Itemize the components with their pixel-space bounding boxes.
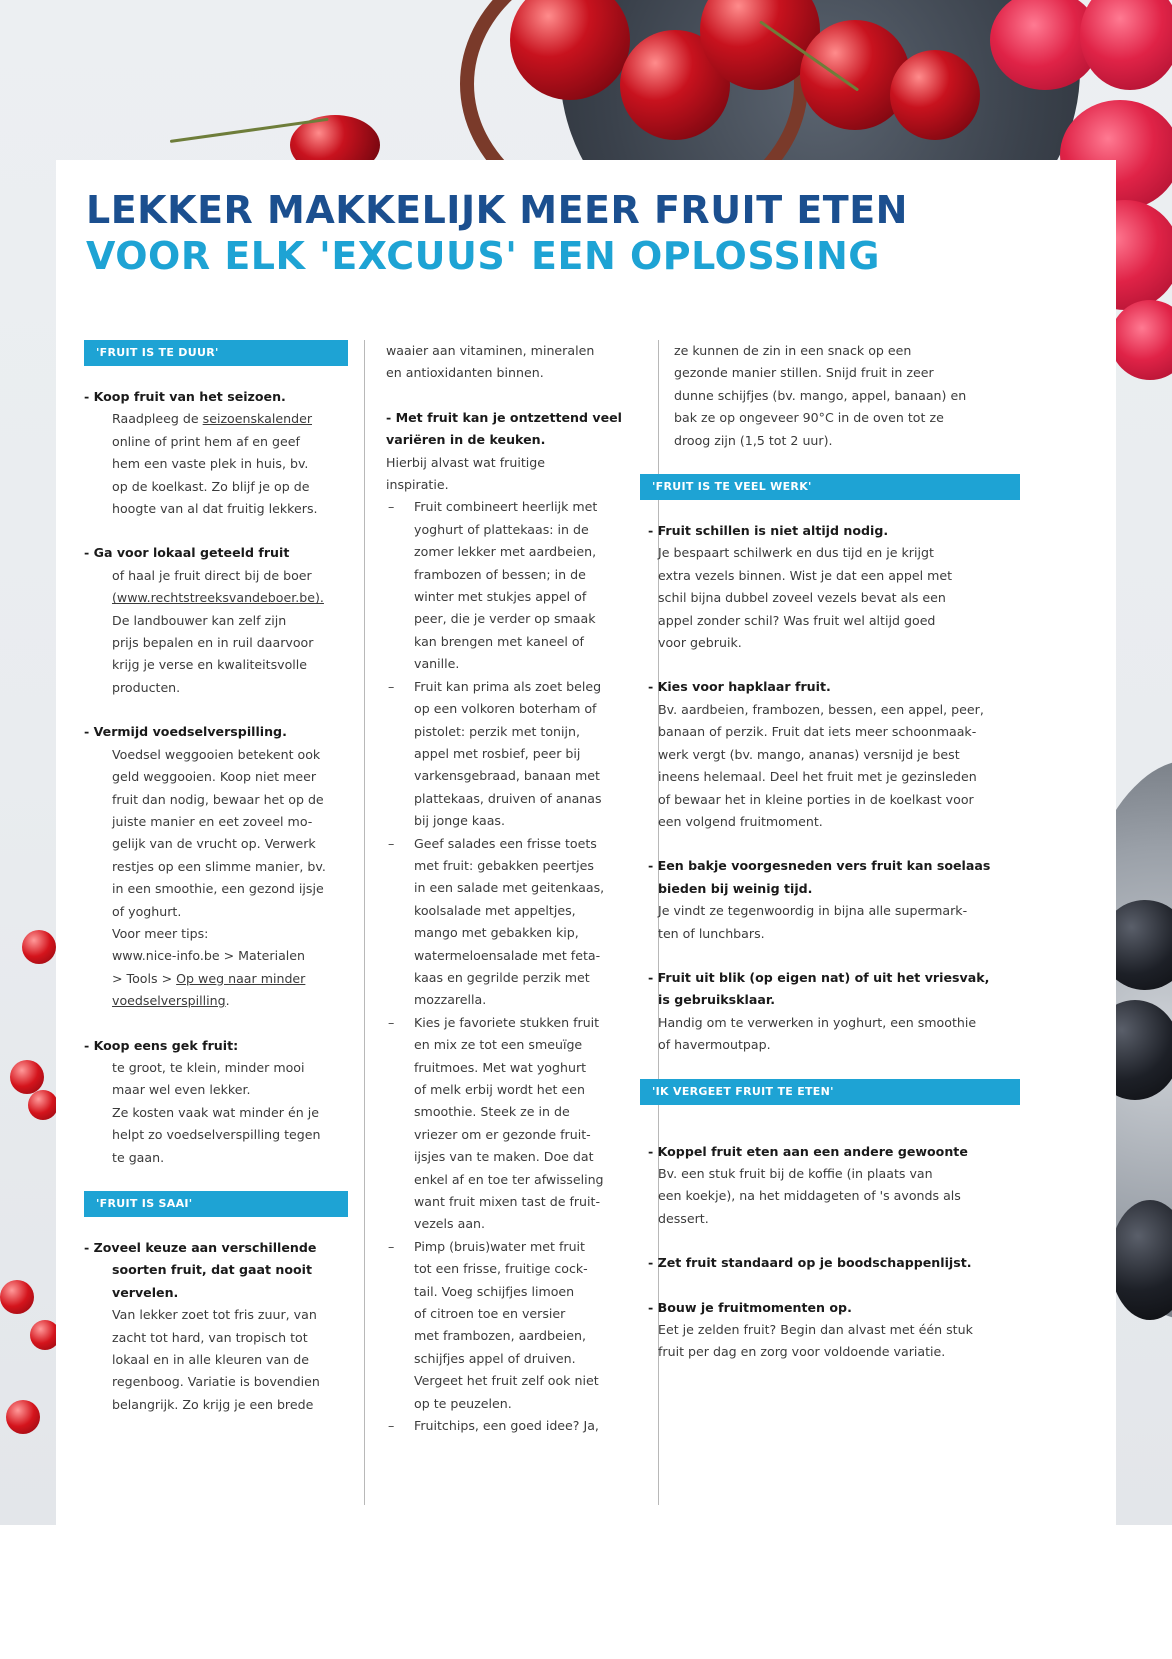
tip-heading: variëren in de keuken. — [386, 432, 546, 448]
inspiration-item-line: winter met stukjes appel of — [414, 589, 587, 605]
inspiration-item-line: watermeloensalade met feta- — [414, 947, 601, 963]
tip-text: banaan of perzik. Fruit dat iets meer schoonmaak- — [658, 724, 977, 740]
tip-text: gezonde manier stillen. Snijd fruit in zeer — [674, 365, 934, 381]
column-divider — [364, 340, 365, 1505]
tip-text: in een smoothie, een gezond ijsje — [112, 881, 324, 897]
inspiration-item-line: plattekaas, druiven of ananas — [414, 790, 602, 806]
tip-text: restjes op een slimme manier, bv. — [112, 858, 326, 874]
tip-heading: - Ga voor lokaal geteeld fruit — [84, 545, 290, 561]
tip-text: krijg je verse en kwaliteitsvolle — [112, 657, 308, 673]
tip-text: waaier aan vitaminen, mineralen — [386, 343, 595, 358]
inspiration-item-line: enkel af en toe ter afwisseling — [414, 1171, 604, 1187]
inspiration-item-line: kan brengen met kaneel of — [414, 633, 584, 649]
tip-text: Je vindt ze tegenwoordig in bijna alle supermark- — [658, 903, 968, 919]
tip-text: een koekje), na het middageten of 's avonds als — [658, 1188, 961, 1204]
inspiration-item-line: – Pimp (bruis)water met fruit — [386, 1236, 644, 1258]
tip-text: Raadpleeg de — [112, 411, 203, 427]
inspiration-item-line: vriezer om er gezonde fruit- — [414, 1126, 591, 1142]
inspiration-item-line: fruitmoes. Met wat yoghurt — [414, 1059, 587, 1075]
tip-text: een volgend fruitmoment. — [658, 813, 823, 829]
tip-text: producten. — [112, 679, 181, 695]
inspiration-item-line: bij jonge kaas. — [414, 813, 505, 829]
column-3 — [648, 340, 1074, 1364]
tip-text: ze kunnen de zin in een snack op een — [674, 343, 912, 358]
inspiration-item-line: peer, die je verder op smaak — [414, 611, 596, 627]
inspiration-item-line: in een salade met geitenkaas, — [414, 880, 605, 896]
inspiration-item-line: koolsalade met appeltjes, — [414, 902, 576, 918]
tip-text: Ze kosten vaak wat minder én je — [112, 1104, 319, 1120]
tip-heading: is gebruiksklaar. — [658, 992, 776, 1008]
tip-text: geld weggooien. Koop niet meer — [112, 769, 317, 785]
raspberry — [1110, 300, 1172, 380]
tip-text: Van lekker zoet tot fris zuur, van — [112, 1307, 317, 1323]
tip-text: werk vergt (bv. mango, ananas) versnijd je best — [658, 746, 960, 762]
tip-text: prijs bepalen en in ruil daarvoor — [112, 635, 314, 651]
tip-text: extra vezels binnen. Wist je dat een appel met — [658, 567, 953, 583]
inspiration-item-line: Vergeet het fruit zelf ook niet — [414, 1373, 599, 1389]
tip-text: www.nice-info.be > Materialen — [112, 948, 306, 964]
tip-text: te gaan. — [112, 1149, 165, 1165]
inspiration-item-line: – Kies je favoriete stukken fruit — [386, 1012, 644, 1034]
inspiration-item-line: op een volkoren boterham of — [414, 701, 597, 717]
tip-heading: - Vermijd voedselverspilling. — [84, 724, 287, 740]
inspiration-item-line: schijfjes appel of druiven. — [414, 1350, 576, 1366]
inspiration-item-line: frambozen of bessen; in de — [414, 566, 586, 582]
tip-text: Hierbij alvast wat fruitige — [386, 454, 546, 470]
tip-text: De landbouwer kan zelf zijn — [112, 612, 287, 628]
column-2 — [386, 340, 644, 1438]
tip-text: Voedsel weggooien betekent ook — [112, 746, 321, 762]
inspiration-item-line: of citroen toe en versier — [414, 1306, 566, 1322]
tip-text: of bewaar het in kleine porties in de koelkast voor — [658, 791, 974, 807]
tip-heading: vervelen. — [112, 1284, 179, 1300]
tip-text: schil bijna dubbel zoveel vezels bevat als een — [658, 590, 946, 606]
tip-text: Je bespaart schilwerk en dus tijd en je krijgt — [658, 545, 934, 561]
cherry — [890, 50, 980, 140]
section-banner-fruit-is-saai: 'FRUIT IS SAAI' — [84, 1191, 348, 1217]
voedselverspilling-link[interactable]: voedselverspilling — [112, 993, 226, 1009]
redcurrant — [10, 1060, 44, 1094]
tip-text: appel zonder schil? Was fruit wel altijd goed — [658, 612, 936, 628]
inspiration-item-line: met frambozen, aardbeien, — [414, 1328, 586, 1344]
inspiration-item-line: op te peuzelen. — [414, 1395, 512, 1411]
inspiration-item-line: ijsjes van te maken. Doe dat — [414, 1149, 594, 1165]
tip-text: regenboog. Variatie is bovendien — [112, 1374, 320, 1390]
tip-text: droog zijn (1,5 tot 2 uur). — [674, 432, 833, 448]
inspiration-item-line: of melk erbij wordt het een — [414, 1082, 585, 1097]
inspiration-item-line: – Fruit kan prima als zoet beleg — [386, 676, 644, 698]
tip-text: voor gebruik. — [658, 635, 742, 651]
tip-text: fruit dan nodig, bewaar het op de — [112, 791, 324, 807]
raspberry — [1080, 0, 1172, 90]
redcurrant — [6, 1400, 40, 1434]
title-line-1: LEKKER MAKKELIJK MEER FRUIT ETEN — [86, 188, 908, 232]
tip-text: hem een vaste plek in huis, bv. — [112, 456, 309, 472]
tip-heading: soorten fruit, dat gaat nooit — [112, 1262, 313, 1278]
tip-heading: - Fruit schillen is niet altijd nodig. — [648, 523, 889, 539]
tip-text: lokaal en in alle kleuren van de — [112, 1352, 309, 1368]
inspiration-item-line: – Fruit combineert heerlijk met — [386, 496, 644, 518]
tip-heading: bieden bij weinig tijd. — [658, 880, 813, 896]
tip-text: Bv. aardbeien, frambozen, bessen, een appel, peer, — [658, 701, 984, 717]
inspiration-item-line: tail. Voeg schijfjes limoen — [414, 1283, 575, 1299]
inspiration-item-line: kaas en gegrilde perzik met — [414, 969, 590, 985]
section-banner-fruit-te-duur: 'FRUIT IS TE DUUR' — [84, 340, 348, 366]
inspiration-item-line: appel met rosbief, peer bij — [414, 745, 581, 761]
tip-text: bak ze op ongeveer 90°C in de oven tot ze — [674, 410, 944, 426]
tip-heading: - Met fruit kan je ontzettend veel — [386, 409, 622, 425]
tip-text: Eet je zelden fruit? Begin dan alvast met één stuk — [658, 1322, 973, 1337]
rechtstreeks-link[interactable]: (www.rechtstreeksvandeboer.be). — [112, 590, 324, 606]
tip-text: belangrijk. Zo krijg je een brede — [112, 1396, 314, 1412]
tip-text: hoogte van al dat fruitig lekkers. — [112, 501, 318, 517]
tip-text: te groot, te klein, minder mooi — [112, 1059, 305, 1075]
tip-text: ten of lunchbars. — [658, 925, 765, 941]
voedselverspilling-link[interactable]: Op weg naar minder — [176, 970, 306, 986]
tip-heading: - Koop fruit van het seizoen. — [84, 389, 286, 404]
redcurrant — [22, 930, 56, 964]
tip-heading: - Fruit uit blik (op eigen nat) of uit het vriesvak, — [648, 969, 990, 985]
tip-text: online of print hem af en geef — [112, 433, 300, 449]
inspiration-item-line: – Fruitchips, een goed idee? Ja, — [386, 1415, 644, 1437]
inspiration-item-line: – Geef salades een frisse toets — [386, 833, 644, 855]
section-banner-ik-vergeet-fruit: 'IK VERGEET FRUIT TE ETEN' — [640, 1079, 1020, 1105]
tip-heading: - Bouw je fruitmomenten op. — [648, 1299, 852, 1315]
redcurrant — [0, 1280, 34, 1314]
inspiration-item-line: mango met gebakken kip, — [414, 925, 579, 941]
inspiration-item-line: tot een frisse, fruitige cock- — [414, 1261, 588, 1277]
tip-text: Handig om te verwerken in yoghurt, een smoothie — [658, 1014, 977, 1030]
tip-text: dessert. — [658, 1210, 709, 1226]
inspiration-item-line: want fruit mixen tast de fruit- — [414, 1194, 601, 1210]
tip-text: helpt zo voedselverspilling tegen — [112, 1127, 321, 1143]
inspiration-item-line: varkensgebraad, banaan met — [414, 768, 600, 784]
section-banner-fruit-te-veel-werk: 'FRUIT IS TE VEEL WERK' — [640, 474, 1020, 500]
inspiration-item-line: yoghurt of plattekaas: in de — [414, 521, 589, 537]
tip-heading: - Zet fruit standaard op je boodschappenlijst. — [648, 1255, 972, 1271]
tip-text: Bv. een stuk fruit bij de koffie (in plaats van — [658, 1165, 933, 1181]
tip-text: of yoghurt. — [112, 903, 182, 919]
redcurrant — [28, 1090, 58, 1120]
inspiration-item-line: vezels aan. — [414, 1216, 486, 1232]
tip-text: fruit per dag en zorg voor voldoende variatie. — [658, 1344, 946, 1360]
tip-text: maar wel even lekker. — [112, 1082, 251, 1098]
inspiration-item-line: zomer lekker met aardbeien, — [414, 544, 597, 560]
tip-text: ineens helemaal. Deel het fruit met je gezinsleden — [658, 769, 977, 785]
seizoenskalender-link[interactable]: seizoenskalender — [202, 411, 312, 427]
inspiration-item-line: smoothie. Steek ze in de — [414, 1104, 570, 1120]
tip-text: gelijk van de vrucht op. Verwerk — [112, 836, 316, 852]
inspiration-item-line: met fruit: gebakken peertjes — [414, 857, 594, 873]
tip-text: of havermoutpap. — [658, 1037, 771, 1053]
inspiration-item-line: pistolet: perzik met tonijn, — [414, 723, 581, 739]
tip-heading: - Een bakje voorgesneden vers fruit kan soelaas — [648, 858, 991, 874]
tip-text: dunne schijfjes (bv. mango, appel, banaan) en — [674, 387, 967, 403]
tip-text: en antioxidanten binnen. — [386, 365, 544, 381]
tip-text: inspiratie. — [386, 477, 449, 493]
tip-heading: - Kies voor hapklaar fruit. — [648, 679, 831, 695]
inspiration-list — [386, 496, 644, 1437]
tip-text: . — [225, 993, 230, 1009]
tip-text: zacht tot hard, van tropisch tot — [112, 1329, 308, 1345]
tip-text: juiste manier en eet zoveel mo- — [112, 813, 313, 829]
tip-heading: - Zoveel keuze aan verschillende — [84, 1240, 317, 1255]
tip-text: op de koelkast. Zo blijf je op de — [112, 478, 310, 494]
tip-heading: - Koppel fruit eten aan een andere gewoonte — [648, 1143, 968, 1159]
title-line-2: VOOR ELK 'EXCUUS' EEN OPLOSSING — [86, 234, 880, 278]
tip-text: > Tools > — [112, 970, 177, 986]
inspiration-item-line: en mix ze tot een smeuïge — [414, 1037, 583, 1053]
inspiration-item-line: mozzarella. — [414, 992, 487, 1008]
tip-text: Voor meer tips: — [112, 925, 209, 941]
inspiration-item-line: vanille. — [414, 656, 460, 672]
tip-heading: - Koop eens gek fruit: — [84, 1037, 239, 1053]
column-1 — [84, 340, 344, 1416]
tip-text: of haal je fruit direct bij de boer — [112, 567, 312, 583]
